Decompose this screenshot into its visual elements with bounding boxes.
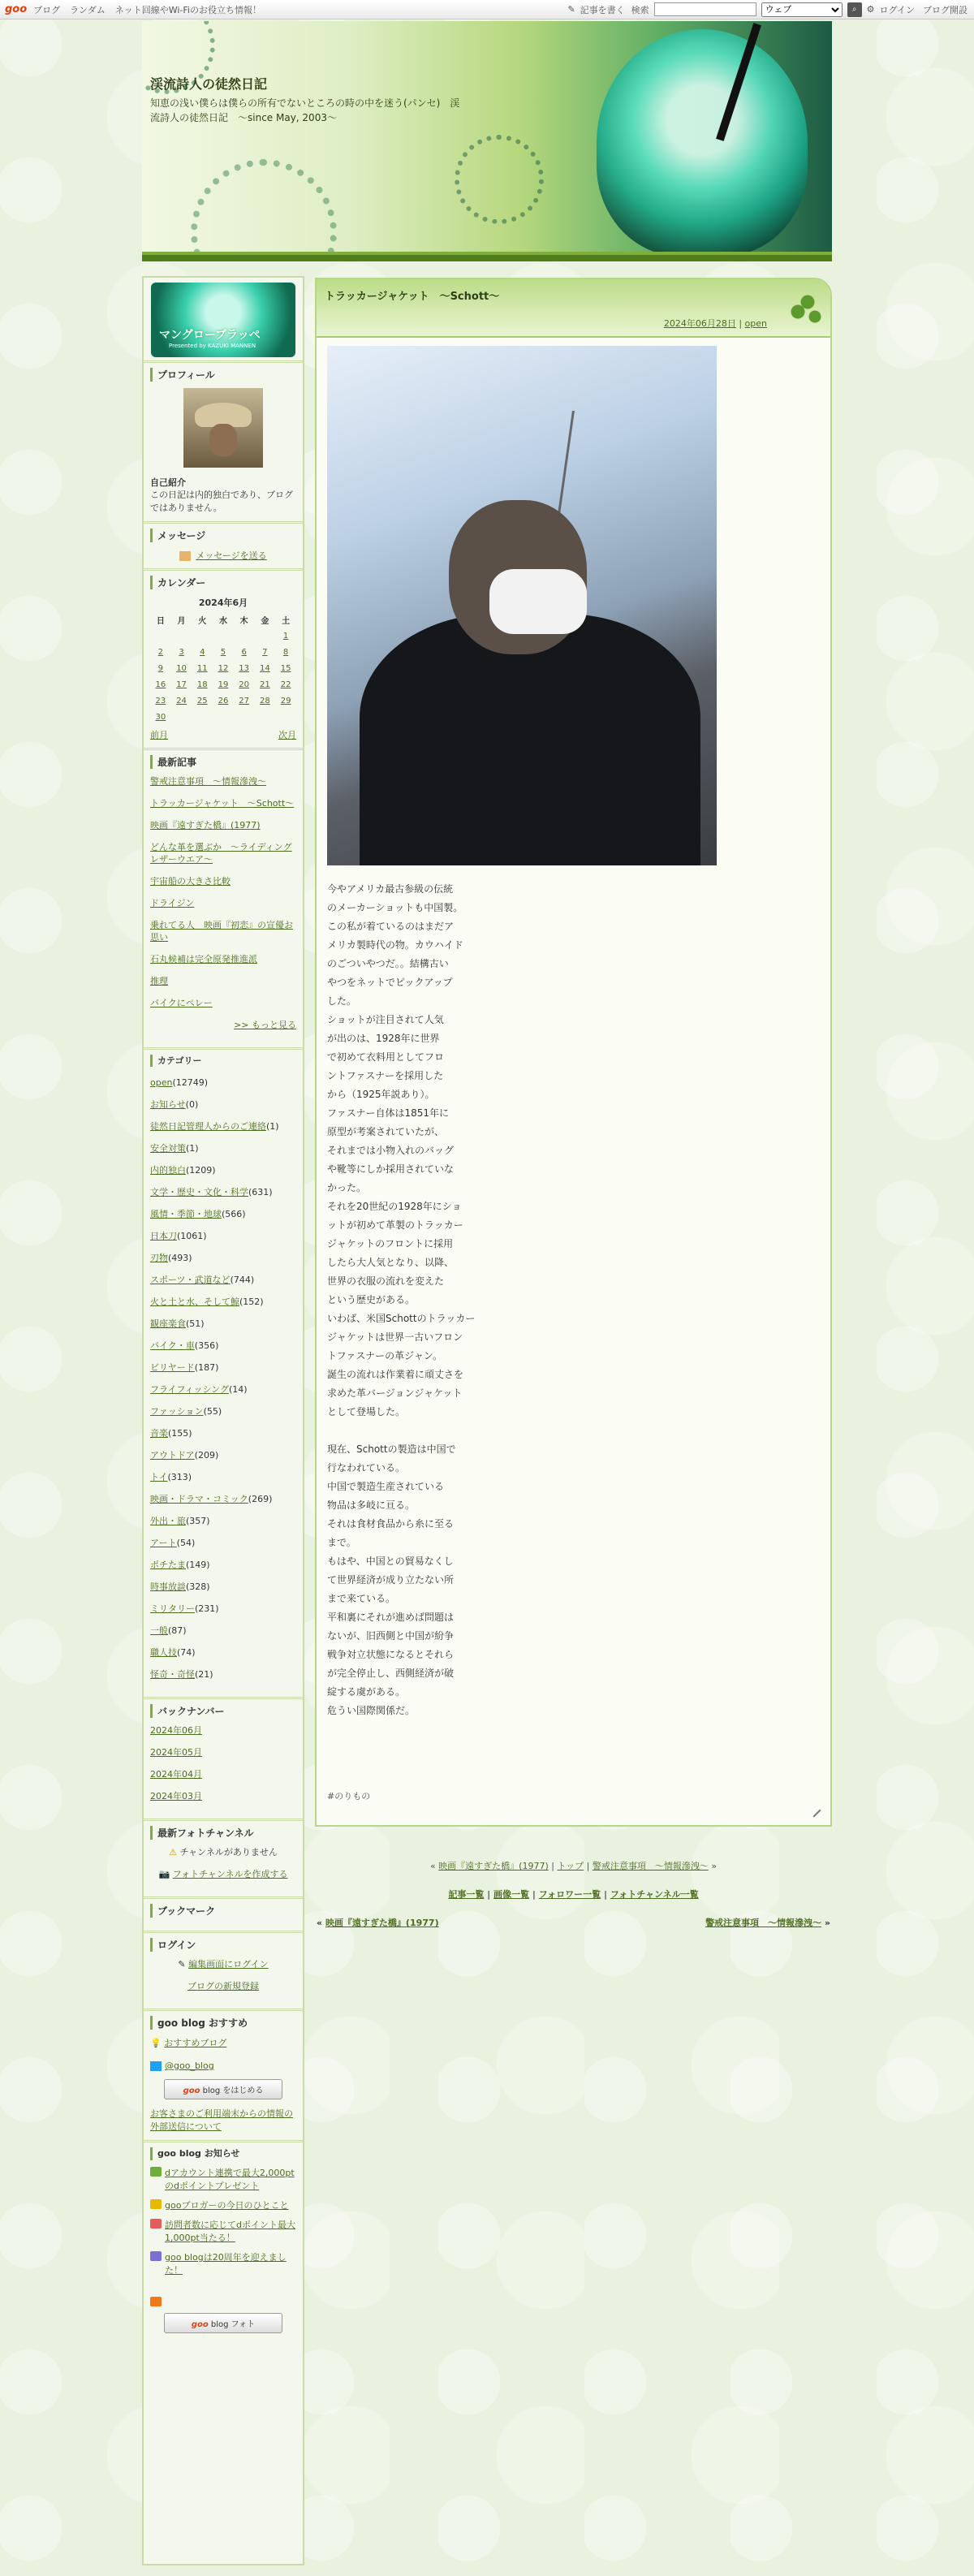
backnumber-link[interactable]: 2024年06月 [150, 1725, 202, 1736]
recent-article-link[interactable]: どんな革を選ぶか ～ライディングレザーウエア～ [150, 842, 292, 865]
camera-icon: 📷 [158, 1869, 170, 1879]
calendar-day-link[interactable]: 27 [239, 696, 250, 705]
category-count: (1) [186, 1143, 199, 1154]
top-link[interactable]: トップ [557, 1861, 584, 1871]
calendar-day[interactable] [171, 644, 192, 660]
news-widget [144, 2140, 303, 2346]
category-link[interactable]: 時事放談 [150, 1581, 186, 1592]
photo-channel-widget [144, 1819, 303, 1896]
leaf-decoration [778, 283, 827, 331]
recommend-blog-link[interactable]: おすすめブログ [164, 2038, 227, 2048]
category-count: (87) [168, 1625, 187, 1636]
calendar-day-link[interactable]: 6 [241, 647, 247, 657]
calendar-day [213, 628, 234, 644]
category-link[interactable]: バイク・車 [150, 1340, 195, 1351]
blog-entry [315, 278, 832, 1827]
recent-article-link[interactable]: 映画『遠すぎた橋』(1977) [150, 820, 261, 831]
calendar-day-link[interactable]: 19 [218, 680, 229, 689]
edit-login-link[interactable]: 編集画面にログイン [188, 1959, 269, 1970]
lace-decoration [191, 159, 337, 261]
calendar-day[interactable] [192, 693, 213, 709]
category-count: (744) [230, 1275, 255, 1285]
calendar-day-link[interactable]: 25 [196, 696, 208, 705]
calendar-day-link[interactable]: 17 [176, 680, 187, 689]
external-info-link[interactable]: お客さまのご利用端末からの情報の外部送信について [150, 2108, 293, 2132]
category-link[interactable]: アウトドア [150, 1450, 195, 1461]
calendar-day[interactable] [150, 693, 171, 709]
calendar-day[interactable] [275, 676, 296, 693]
category-count: (313) [167, 1472, 192, 1482]
category-item [150, 1252, 296, 1264]
category-link[interactable]: アート [150, 1538, 177, 1548]
category-item [150, 1515, 296, 1527]
warning-icon: ⚠ [169, 1847, 178, 1858]
calendar-day[interactable] [255, 660, 276, 676]
calendar-day[interactable] [213, 676, 234, 693]
news-icon [150, 2199, 162, 2209]
follower-list-link[interactable]: フォロワー一覧 [538, 1889, 601, 1900]
calendar-day [171, 709, 192, 725]
photo-channel-list-link[interactable]: フォトチャンネル一覧 [610, 1889, 699, 1900]
calendar-day-link[interactable]: 30 [155, 712, 166, 722]
calendar-day[interactable] [234, 660, 255, 676]
entry-header [317, 279, 830, 338]
calendar-day-link[interactable]: 3 [179, 647, 184, 657]
login-widget [144, 1931, 303, 2009]
blog-description: 知恵の浅い僕らは僕らの所有でないところの時の中を迷う(パンセ) 渓流詩人の徒然日記 ～since May, 2003～ [150, 97, 460, 123]
calendar-day-link[interactable]: 21 [260, 680, 270, 689]
recent-article-link[interactable]: バイクにペレー [150, 998, 213, 1008]
category-count: (149) [186, 1560, 210, 1570]
widget-title: ブックマーク [150, 1904, 296, 1918]
calendar-day-link[interactable]: 23 [155, 696, 166, 705]
calendar-day[interactable] [213, 644, 234, 660]
category-count: (0) [185, 1099, 199, 1110]
category-count: (74) [177, 1647, 196, 1658]
category-count: (356) [194, 1340, 219, 1351]
profile-widget [144, 360, 303, 521]
category-link[interactable]: 映画・ドラマ・コミック [150, 1494, 248, 1504]
category-link[interactable]: 刃物 [150, 1253, 168, 1263]
category-count: (12749) [172, 1077, 209, 1088]
calendar-day[interactable] [255, 644, 276, 660]
calendar-day-link[interactable]: 5 [220, 647, 226, 657]
widget-title: カテゴリー [150, 1055, 296, 1067]
calendar-day[interactable] [234, 693, 255, 709]
lace-decoration [455, 135, 544, 224]
register-blog-link[interactable]: ブログの新規登録 [187, 1981, 259, 1991]
calendar-widget [144, 568, 303, 748]
category-item [150, 1186, 296, 1198]
recent-widget [144, 748, 303, 1047]
category-link[interactable]: 安全対策 [150, 1143, 186, 1154]
calendar-day-link[interactable]: 8 [282, 647, 289, 657]
entry-meta: 2024年06月28日 | open [663, 318, 767, 329]
calendar-day[interactable] [150, 676, 171, 693]
calendar-day-link[interactable]: 29 [280, 696, 291, 705]
send-message-link[interactable]: メッセージを送る [196, 550, 267, 561]
start-blog-button[interactable]: goo blog をはじめる [164, 2079, 282, 2099]
calendar-day[interactable] [275, 644, 296, 660]
calendar-day [255, 709, 276, 725]
calendar-day[interactable] [213, 660, 234, 676]
recent-article-link[interactable]: トラッカージャケット ～Schott～ [150, 798, 295, 809]
news-icon [150, 2167, 162, 2177]
calendar-day[interactable] [275, 628, 296, 644]
entry-body: 今やアメリカ最古参級の伝統 のメーカーショットも中国製。 この私が着ているのはまだア メリカ製時代の物。カウハイド のごついやつだ。。結構古い やつをネットでピックアップ した。 ショットが注目されて人気 が出のは、1928年に世界 で初めて衣料用としてフロ ントファスナーを採用した から（1925年説あり）。 ファスナー自体は1851年に 原型が考案されていたが、 それまでは小物入れのバッグ や靴等にしか採用されていな かった。 それを20世紀の1928年にショ ットが初めて革製のトラッカー ジャケットのフロントに採用 したら大人気となり、以降、 世界の衣服の流れを変えた という歴史がある。 いわば、米国Schottのトラッカー ジャケットは世界一古いフロン トファスナーの革ジャン。 誕生の流れは作業着に頑丈さを 求めた革バージョンジャケット として登場した。 現在、Schottの製造は中国で 行なわれている。 中国で製造生産されている 物品は多岐に亘る。 それは食材食品から糸に至る まで。 もはや、中国との貿易なくし て世界経済が成り立たない所 まで来ている。 平和裏にそれが進めば問題は ないが、旧西側と中国が紛争 戦争対立状態になるとそれら が完全停止し、西側経済が破 綻する虞がある。 危うい国際関係だ。 [327, 883, 476, 1716]
category-item [150, 1296, 296, 1308]
twitter-link[interactable]: @goo_blog [165, 2060, 214, 2071]
category-item [150, 1383, 296, 1396]
category-count: (14) [228, 1384, 248, 1395]
entry-tag[interactable]: #のりもの [327, 1791, 371, 1801]
calendar-day-link[interactable]: 7 [262, 647, 268, 657]
bookmark-widget [144, 1896, 303, 1931]
calendar-day-link[interactable]: 24 [176, 696, 187, 705]
widget-title: メッセージ [150, 529, 296, 542]
category-item [150, 1603, 296, 1615]
category-item [150, 1120, 296, 1133]
category-link[interactable]: 観座楽食 [150, 1318, 186, 1329]
write-article-link[interactable]: 記事を書く [580, 4, 625, 15]
category-link[interactable]: 内的独白 [150, 1165, 186, 1176]
category-count: (51) [186, 1318, 205, 1329]
weekday: 火 [198, 617, 207, 626]
top-toolbar [0, 0, 974, 19]
category-item [150, 1230, 296, 1242]
calendar-day[interactable] [150, 644, 171, 660]
calendar-day [234, 709, 255, 725]
calendar-day[interactable] [275, 693, 296, 709]
login-icon: ⚙ [866, 4, 875, 15]
weekday: 土 [282, 617, 291, 626]
calendar-day-link[interactable]: 4 [200, 647, 205, 657]
calendar-day[interactable] [234, 676, 255, 693]
recent-article-link[interactable]: 警戒注意事項 ～情報滲洩～ [150, 776, 266, 787]
calendar-day [213, 709, 234, 725]
category-count: (1) [266, 1121, 279, 1132]
widget-title: カレンダー [150, 576, 296, 589]
avatar[interactable] [183, 388, 263, 468]
category-item [150, 1559, 296, 1571]
category-count: (269) [248, 1494, 273, 1504]
weekday: 日 [156, 617, 165, 626]
category-link[interactable]: お知らせ [150, 1099, 186, 1110]
category-item [150, 1340, 296, 1352]
category-item [150, 1493, 296, 1505]
calendar-day-link[interactable]: 26 [218, 696, 229, 705]
backnumber-link[interactable]: 2024年05月 [150, 1747, 202, 1758]
category-item [150, 1361, 296, 1374]
prev-entry-bottom-link[interactable]: 映画『遠すぎた橋』(1977) [325, 1918, 439, 1928]
search-button[interactable]: ⌕ [847, 2, 862, 17]
widget-title: バックナンバー [150, 1704, 296, 1718]
category-count: (1209) [186, 1165, 216, 1176]
recent-article-link[interactable]: 推理 [150, 976, 168, 986]
calendar-day[interactable] [255, 676, 276, 693]
banner-text: マングローブラッペ [159, 329, 261, 342]
category-item [150, 1625, 296, 1637]
profile-text: この日記は内的独白であり、ブログではありません。 [150, 490, 293, 513]
category-item [150, 1449, 296, 1461]
category-link[interactable]: 怪奇・奇怪 [150, 1669, 195, 1680]
search-scope-select[interactable] [761, 2, 843, 17]
category-link[interactable]: 徒然日記管理人からのご連絡 [150, 1121, 266, 1132]
category-count: (187) [194, 1362, 219, 1373]
category-link[interactable]: 日本刀 [150, 1231, 177, 1241]
recent-article-link[interactable]: 石丸候補は完全原発推進派 [150, 954, 257, 964]
entry-photo[interactable] [327, 346, 717, 865]
image-list-link[interactable]: 画像一覧 [493, 1889, 530, 1900]
calendar-day [150, 628, 171, 644]
search-input[interactable] [654, 2, 756, 16]
news-icon [150, 2219, 162, 2229]
calendar-day-link[interactable]: 22 [280, 680, 291, 689]
calendar-day-link[interactable]: 11 [196, 663, 208, 673]
category-count: (55) [203, 1406, 222, 1417]
backnumber-widget [144, 1697, 303, 1819]
calendar-day [275, 709, 296, 725]
category-link[interactable]: 文学・歴史・文化・科学 [150, 1187, 248, 1197]
category-link[interactable]: ミリタリー [150, 1603, 195, 1614]
weekday: 月 [177, 617, 186, 626]
calendar-day-link[interactable]: 18 [196, 680, 208, 689]
recent-article-link[interactable]: 宇宙船の大きさ比較 [150, 876, 231, 887]
news-link[interactable]: gooブロガーの今日のひとこと [165, 2200, 289, 2211]
calendar-day-link[interactable]: 9 [157, 663, 164, 673]
prev-next-navigation: « 映画『遠すぎた橋』(1977) 警戒注意事項 ～情報滲洩～ » [317, 1918, 830, 1928]
calendar-day[interactable] [192, 644, 213, 660]
category-item [150, 1405, 296, 1417]
category-count: (152) [239, 1297, 264, 1307]
category-link[interactable]: open [150, 1077, 173, 1088]
category-count: (231) [195, 1603, 219, 1614]
category-item [150, 1077, 296, 1089]
next-entry-link[interactable]: 警戒注意事項 ～情報滲洩～ [592, 1861, 709, 1871]
message-widget [144, 521, 303, 568]
calendar-day-link[interactable]: 28 [260, 696, 270, 705]
banner-subtext: Presented by KAZUKI MANNEN [169, 343, 256, 349]
calendar-table [150, 612, 296, 725]
entry-navigation: « 映画『遠すぎた橋』(1977) | トップ | 警戒注意事項 ～情報滲洩～ » [429, 1861, 718, 1871]
category-item [150, 1646, 296, 1659]
category-count: (54) [176, 1538, 196, 1548]
category-item [150, 1537, 296, 1549]
calendar-day-link[interactable]: 15 [280, 663, 291, 673]
backnumber-link[interactable]: 2024年04月 [150, 1769, 202, 1780]
calendar-day[interactable] [171, 676, 192, 693]
category-item [150, 1427, 296, 1439]
category-link[interactable]: 一般 [150, 1625, 168, 1636]
category-item [150, 1471, 296, 1483]
calendar-day-link[interactable]: 16 [155, 680, 166, 689]
calendar-day [255, 628, 276, 644]
category-item [150, 1164, 296, 1176]
widget-title: goo blog お知らせ [150, 2147, 296, 2160]
category-item [150, 1668, 296, 1681]
widget-title: 最新記事 [150, 755, 296, 769]
category-link[interactable]: 風情・季節・地球 [150, 1209, 222, 1219]
next-entry-bottom-link[interactable]: 警戒注意事項 ～情報滲洩～ [705, 1918, 822, 1928]
calendar-day[interactable] [150, 660, 171, 676]
recommend-widget [144, 2009, 303, 2140]
category-count: (631) [248, 1187, 273, 1197]
entry-title[interactable]: トラッカージャケット ～Schott～ [325, 291, 500, 303]
pen-icon: ✎ [178, 1959, 186, 1970]
category-link[interactable]: 外出・旅 [150, 1516, 186, 1526]
photo-mask [489, 569, 587, 634]
widget-title: 最新フォトチャンネル [150, 1826, 296, 1840]
toolbar-link-blog[interactable]: ブログ [33, 4, 61, 15]
bulb-icon: 💡 [150, 2038, 162, 2048]
widget-title: goo blog おすすめ [150, 2016, 296, 2030]
widget-title: プロフィール [150, 368, 296, 382]
category-link[interactable]: フライフィッシング [150, 1384, 229, 1395]
calendar-day-link[interactable]: 14 [260, 663, 270, 673]
calendar-day [192, 628, 213, 644]
login-link[interactable]: ログイン [879, 4, 915, 15]
twitter-icon [150, 2061, 162, 2071]
rss-icon[interactable] [150, 2297, 162, 2306]
create-photo-channel-link[interactable]: フォトチャンネルを作成する [172, 1869, 288, 1879]
entry-date-link[interactable]: 2024年06月28日 [663, 318, 736, 329]
list-navigation: 記事一覧 | 画像一覧 | フォロワー一覧 | フォトチャンネル一覧 [448, 1889, 699, 1900]
category-link[interactable]: 職人技 [150, 1647, 177, 1658]
weekday: 木 [239, 617, 248, 626]
category-link[interactable]: ポチたま [150, 1560, 186, 1570]
category-link[interactable]: ビリヤード [150, 1362, 195, 1373]
toolbar-link-random[interactable]: ランダム [70, 4, 106, 15]
no-channel-text: チャンネルがありません [179, 1847, 278, 1858]
weekday: 金 [261, 617, 269, 626]
blog-title[interactable]: 渓流詩人の徒然日記 [150, 76, 268, 92]
category-item [150, 1098, 296, 1111]
goo-photo-button[interactable]: goo blog フォト [164, 2313, 282, 2333]
calendar-day[interactable] [275, 660, 296, 676]
category-count: (1061) [177, 1231, 207, 1241]
category-widget [144, 1047, 303, 1697]
prev-entry-link[interactable]: 映画『遠すぎた橋』(1977) [438, 1861, 549, 1871]
calendar-day-link[interactable]: 12 [218, 663, 229, 673]
category-link[interactable]: 音楽 [150, 1428, 168, 1439]
backnumber-link[interactable]: 2024年03月 [150, 1791, 202, 1801]
news-icon [150, 2251, 162, 2261]
recent-article-link[interactable]: 乗れてる人 映画『初恋』の宣優お思い [150, 920, 293, 943]
pen-icon: ✎ [567, 4, 575, 15]
sidebar-banner[interactable] [151, 283, 295, 357]
category-item [150, 1274, 296, 1286]
calendar-day[interactable] [234, 644, 255, 660]
category-link[interactable]: トイ [150, 1472, 168, 1482]
recent-article-link[interactable]: ドライジン [150, 898, 195, 908]
category-count: (21) [195, 1669, 213, 1680]
search-label: 検索 [631, 4, 649, 15]
category-count: (566) [222, 1209, 246, 1219]
entry-category-link[interactable]: open [744, 318, 767, 329]
calendar-day[interactable] [150, 709, 171, 725]
calendar-day [234, 628, 255, 644]
news-link[interactable]: 訪問者数に応じてdポイント最大1,000pt当たる！ [165, 2220, 295, 2243]
article-list-link[interactable]: 記事一覧 [448, 1889, 485, 1900]
sidebar [142, 276, 304, 2565]
calendar-prev-link[interactable]: 前月 [150, 730, 168, 740]
header-bar [142, 252, 832, 261]
calendar-day-link[interactable]: 10 [176, 663, 187, 673]
profile-label: 自己紹介 [150, 477, 186, 488]
news-link[interactable]: goo blogは20周年を迎えました！ [165, 2252, 287, 2276]
weekday: 水 [218, 617, 227, 626]
header-soda-image [597, 29, 808, 257]
mail-icon [179, 551, 191, 561]
toolbar-right [567, 2, 974, 17]
calendar-day[interactable] [192, 660, 213, 676]
category-item [150, 1318, 296, 1330]
category-item [150, 1581, 296, 1593]
calendar-day-link[interactable]: 1 [282, 631, 289, 641]
calendar-day[interactable] [171, 660, 192, 676]
calendar-day[interactable] [255, 693, 276, 709]
calendar-day[interactable] [192, 676, 213, 693]
calendar-day-link[interactable]: 2 [157, 647, 164, 657]
category-item [150, 1142, 296, 1154]
category-count: (155) [168, 1428, 192, 1439]
calendar-day-link[interactable]: 13 [239, 663, 250, 673]
category-count: (493) [168, 1253, 192, 1263]
category-link[interactable]: ファッション [150, 1406, 204, 1417]
category-count: (357) [186, 1516, 210, 1526]
calendar-month: 2024年6月 [198, 598, 248, 608]
widget-title: ログイン [150, 1938, 296, 1952]
more-articles-link[interactable]: >> もっと見る [234, 1020, 296, 1030]
category-count: (209) [194, 1450, 219, 1461]
calendar-day[interactable] [171, 693, 192, 709]
category-link[interactable]: 火と土と水、そして鯨 [150, 1297, 239, 1307]
edit-pen-icon[interactable] [808, 1804, 821, 1818]
calendar-day[interactable] [213, 693, 234, 709]
toolbar-link-wifi[interactable]: ネット回線やWi-Fiのお役立ち情報！ [114, 4, 261, 15]
open-blog-link[interactable]: ブログ開設 [923, 4, 968, 15]
category-item [150, 1208, 296, 1220]
calendar-day-link[interactable]: 20 [239, 680, 250, 689]
blog-header [142, 21, 832, 261]
category-link[interactable]: スポーツ・武道など [150, 1275, 231, 1285]
category-count: (328) [186, 1581, 210, 1592]
news-link[interactable]: dアカウント連携で最大2,000ptのdポイントプレゼント [165, 2168, 295, 2191]
calendar-day [192, 709, 213, 725]
goo-logo[interactable]: goo [5, 3, 28, 15]
calendar-next-link[interactable]: 次月 [278, 730, 296, 740]
calendar-day [171, 628, 192, 644]
